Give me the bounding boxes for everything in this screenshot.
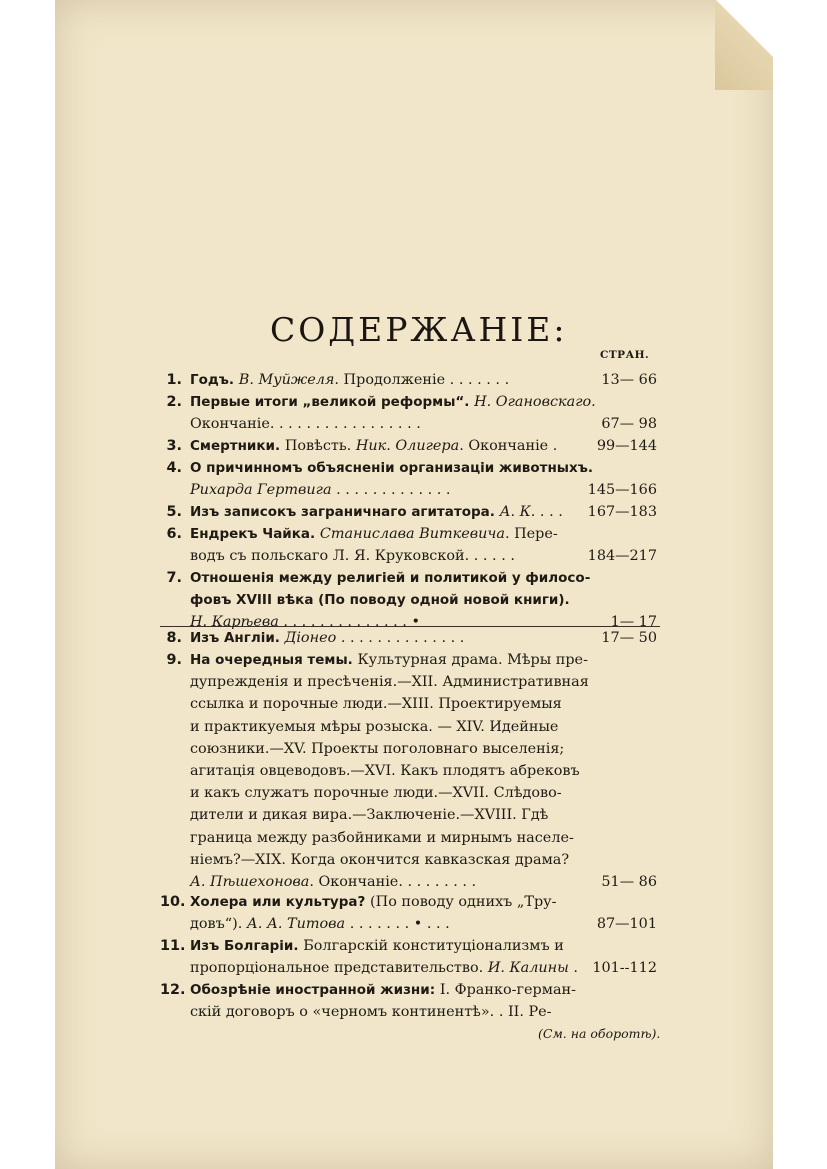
toc-entry-text: ніемъ?—XIX. Когда окончится кавказская драма?: [190, 851, 570, 868]
toc-entry-number: 3.: [166, 438, 182, 454]
toc-entry-text: и практикуемыя мѣры розыска. — XIV. Идейные: [190, 718, 559, 735]
toc-entry-number: 11.: [160, 938, 186, 954]
toc-entry-text: пропорціональное представительство. И. Калины .: [190, 960, 579, 977]
toc-entry-number: 12.: [160, 982, 186, 998]
toc-entry-line: [160, 849, 657, 871]
toc-entry-text: довъ“). А. А. Титова . . . . . . . • . . .: [190, 916, 450, 933]
toc-entry-number: 4.: [166, 460, 182, 476]
toc-entry-line: [160, 649, 657, 671]
toc-entry-line: [160, 782, 657, 804]
toc-entry-text: Окончаніе. . . . . . . . . . . . . . . . .: [190, 416, 421, 433]
toc-entry-number: 6.: [166, 526, 182, 542]
toc-entry: [160, 891, 657, 935]
toc-entry-line: [160, 827, 657, 849]
toc-entry-line: [160, 589, 657, 611]
toc-entry: [160, 501, 657, 523]
toc-entry-text: дители и дикая вира.—Заключеніе.—XVIII. Гдѣ: [190, 807, 549, 824]
toc-entry-pages: 184—217: [587, 548, 657, 565]
toc-entry-text: Холера или культура? (По поводу однихъ „Тру-: [190, 894, 557, 910]
toc-entry-line: [160, 1001, 657, 1023]
footer-note: (См. на оборотѣ).: [538, 1026, 661, 1041]
toc-entry-number: 8.: [166, 630, 182, 646]
toc-entry-pages: 1— 17: [610, 614, 657, 631]
toc-entry-text: дупрежденія и пресѣченія.—XII. Административная: [190, 674, 589, 691]
toc-entry-number: 5.: [166, 504, 182, 520]
toc-entry-line: [160, 913, 657, 935]
toc-entry-line: [160, 760, 657, 782]
toc-entry-text: Ендрекъ Чайка. Станислава Виткевича. Пере-: [190, 526, 558, 542]
toc-entry-text: агитація овцеводовъ.—XVI. Какъ плодятъ абрековъ: [190, 762, 580, 779]
toc-entry-text: фовъ XVIII вѣка (По поводу одной новой книги).: [190, 592, 570, 609]
toc-entry-text: граница между разбойниками и мирнымъ населе-: [190, 829, 574, 846]
toc-entry: [160, 627, 657, 649]
toc-entry-pages: 99—144: [596, 438, 657, 454]
toc-entry-number: 7.: [166, 570, 182, 586]
toc-entry-pages: 13— 66: [601, 372, 657, 388]
toc-entry-line: [160, 671, 657, 693]
toc-entry-line: [160, 738, 657, 760]
toc-entry-line: [160, 435, 657, 457]
toc-entry-text: Н. Карѣева . . . . . . . . . . . . . . •: [190, 614, 420, 631]
toc-entry-line: [160, 979, 657, 1001]
toc-entry: [160, 649, 657, 893]
toc-entry-line: [160, 523, 657, 545]
toc-entry-number: 10.: [160, 894, 186, 910]
toc-entry-line: [160, 545, 657, 567]
toc-entry-pages: 17— 50: [601, 630, 657, 646]
toc-entry-text: и какъ служатъ порочные люди.—XVII. Слѣдово-: [190, 785, 562, 802]
toc-entry-text: Первые итоги „великой реформы“. Н. Огановскаго.: [190, 394, 596, 410]
toc-entry-text: А. Пѣшехонова. Окончаніе. . . . . . . . .: [190, 873, 477, 890]
toc-entry-line: [160, 716, 657, 738]
toc-entry-line: [160, 871, 657, 893]
toc-entry-text: О причинномъ объясненіи организаціи животныхъ.: [190, 460, 593, 476]
toc-entry: [160, 391, 657, 435]
toc-entry-pages: 67— 98: [601, 416, 657, 433]
toc-entry-pages: 167—183: [587, 504, 657, 520]
toc-entry-text: Отношенія между религіей и политикой у филосо-: [190, 570, 591, 586]
toc-entry-line: [160, 567, 657, 589]
toc-entry-line: [160, 369, 657, 391]
toc-entry-number: 2.: [166, 394, 182, 410]
toc-entry: [160, 935, 657, 979]
toc-entry-text: Смертники. Повѣсть. Ник. Олигера. Окончаніе .: [190, 438, 558, 454]
toc-entry-text: ссылка и порочные люди.—XIII. Проектируемыя: [190, 696, 562, 713]
toc-entry-text: Изъ Англіи. Діонео . . . . . . . . . . . . . .: [190, 630, 465, 646]
toc-entry: [160, 457, 657, 501]
toc-entry-number: 1.: [166, 372, 182, 388]
toc-entry-text: Годъ. В. Муйжеля. Продолженіе . . . . . . .: [190, 372, 510, 388]
toc-entry-pages: 51— 86: [601, 873, 657, 890]
page-title: СОДЕРЖАНІЕ:: [270, 310, 568, 349]
toc-entry-pages: 145—166: [587, 482, 657, 499]
toc-entry: [160, 567, 657, 634]
toc-entry: [160, 369, 657, 391]
toc-entry-line: [160, 957, 657, 979]
toc-entry-line: [160, 891, 657, 913]
toc-entry-text: водъ съ польскаго Л. Я. Круковской. . . . . .: [190, 548, 515, 565]
page-corner: [715, 0, 773, 90]
toc-entry-line: [160, 935, 657, 957]
toc-entry-text: Изъ записокъ заграничнаго агитатора. А. К. . . .: [190, 504, 563, 520]
toc-entry-pages: 101--112: [592, 960, 657, 977]
toc-entry: [160, 523, 657, 567]
toc-entry-pages: 87—101: [596, 916, 657, 933]
toc-entry-line: [160, 693, 657, 715]
toc-entry: [160, 435, 657, 457]
toc-entry-line: [160, 457, 657, 479]
toc-entry-text: Изъ Болгаріи. Болгарскій конституціонализмъ и: [190, 938, 564, 954]
toc-entry-line: [160, 501, 657, 523]
toc-entry-line: [160, 479, 657, 501]
toc-entry-number: 9.: [166, 652, 182, 668]
pages-column-header: СТРАН.: [600, 349, 650, 361]
toc-entry-text: союзники.—XV. Проекты поголовнаго выселенія;: [190, 740, 565, 757]
toc-entry-line: [160, 413, 657, 435]
toc-entry-text: На очередныя темы. Культурная драма. Мѣры пре-: [190, 652, 588, 668]
toc-entry-text: скій договоръ о «черномъ континентѣ». . II. Ре-: [190, 1004, 552, 1021]
toc-entry-line: [160, 804, 657, 826]
toc-entry-text: Обозрѣніе иностранной жизни: I. Франко-герман-: [190, 982, 576, 998]
toc-entry-text: Рихарда Гертвига . . . . . . . . . . . . .: [190, 482, 451, 499]
toc-entry-line: [160, 627, 657, 649]
toc-entry: [160, 979, 657, 1023]
toc-entry-line: [160, 391, 657, 413]
